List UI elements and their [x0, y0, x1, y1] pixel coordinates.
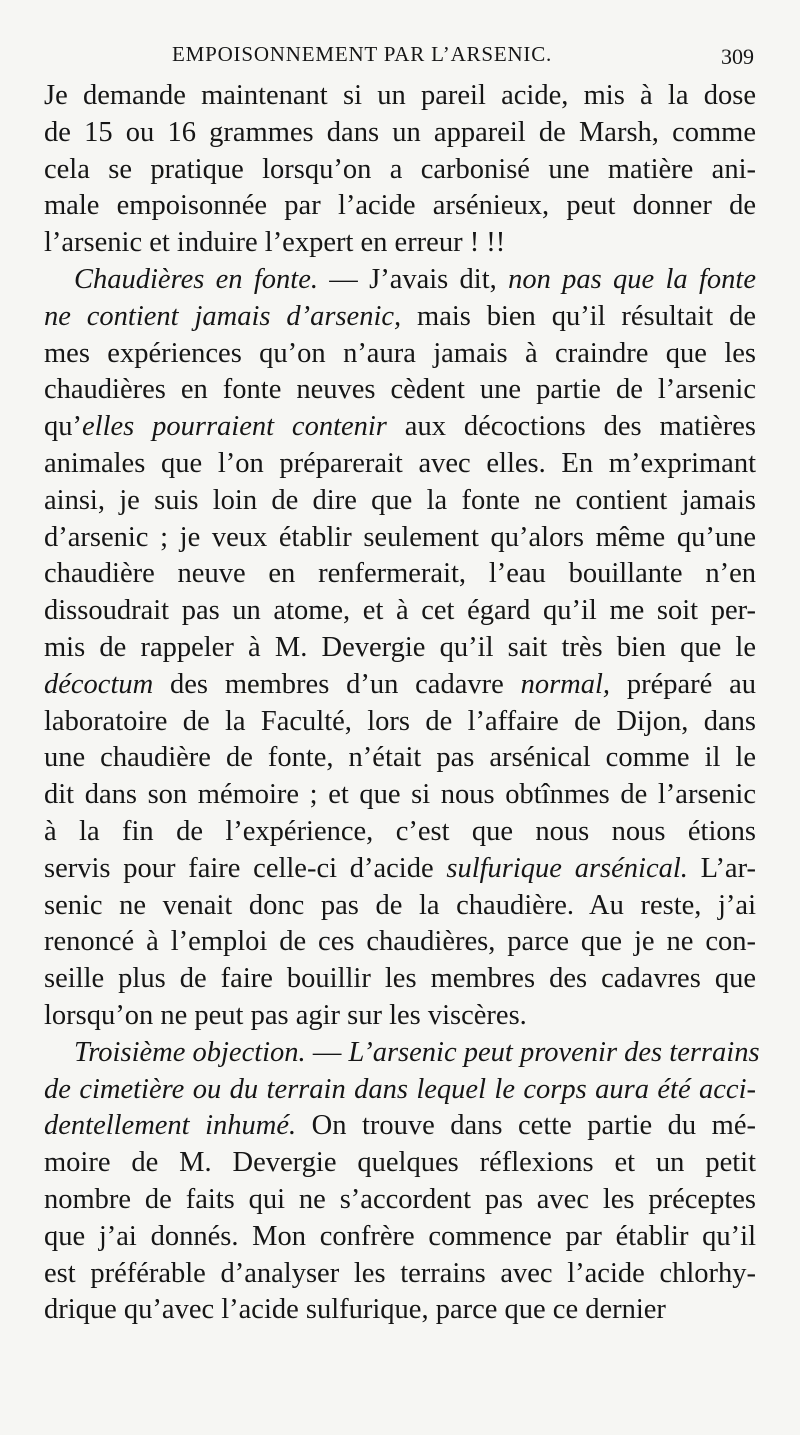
text-line	[44, 1256, 756, 1293]
text-line	[44, 1219, 756, 1256]
text-segment: préparé au	[610, 668, 756, 700]
italic-text: décoctum	[44, 668, 154, 700]
italic-text: Chaudières en fonte.	[74, 263, 318, 295]
text-line	[44, 262, 756, 299]
italic-text: L’arsenic peut provenir des terrains	[348, 1036, 760, 1068]
text-line	[44, 152, 756, 189]
text-segment: de 15 ou 16 grammes dans un appareil de Marsh, comme	[44, 116, 756, 148]
body-text	[44, 78, 760, 1329]
text-line	[44, 299, 756, 336]
text-line	[44, 556, 756, 593]
text-segment: senic ne venait donc pas de la chaudière. Au reste, j’ai	[44, 889, 756, 921]
italic-text: ne contient jamais d’arsenic,	[44, 300, 402, 332]
text-segment: d’arsenic ; je veux établir seulement qu’alors même qu’une	[44, 521, 756, 553]
italic-text: non pas que la fonte	[508, 263, 756, 295]
text-line	[44, 115, 756, 152]
text-segment: — J’avais dit,	[317, 263, 509, 295]
italic-text: dentellement inhumé.	[44, 1110, 297, 1142]
text-segment: moire de M. Devergie quelques réflexions et un petit	[44, 1147, 756, 1179]
text-line	[44, 998, 756, 1035]
text-segment: nombre de faits qui ne s’accordent pas avec les préceptes	[44, 1183, 756, 1215]
text-line	[44, 924, 756, 961]
text-segment: aux décoctions des matières	[386, 411, 757, 443]
italic-text: elles pourraient contenir	[82, 411, 387, 443]
italic-text: Troisième objection.	[74, 1036, 306, 1068]
text-segment: servis pour faire celle-ci d’acide	[44, 852, 447, 884]
text-segment: qu’	[44, 411, 82, 443]
text-segment: l’arsenic et induire l’expert en erreur ! !!	[44, 227, 506, 259]
text-line	[44, 888, 756, 925]
text-segment: ainsi, je suis loin de dire que la fonte ne contient jamais	[44, 484, 756, 516]
italic-text: normal,	[520, 668, 611, 700]
italic-text: de cimetière ou du terrain dans lequel le corps aura été acci-	[44, 1073, 756, 1105]
page-number: 309	[721, 44, 754, 69]
text-segment: est préférable d’analyser les terrains avec l’acide chlorhy-	[44, 1257, 756, 1289]
text-line	[44, 78, 756, 115]
text-line	[44, 630, 756, 667]
text-segment: seille plus de faire bouillir les membres des cadavres que	[44, 963, 756, 995]
text-line	[44, 851, 756, 888]
text-line	[44, 409, 756, 446]
text-segment: cela se pratique lorsqu’on a carbonisé une matière ani-	[44, 153, 756, 185]
text-segment: une chaudière de fonte, n’était pas arsénical comme il le	[44, 742, 756, 774]
text-segment: mis de rappeler à M. Devergie qu’il sait très bien que le	[44, 631, 756, 663]
text-line	[44, 961, 756, 998]
text-line	[44, 704, 756, 741]
page-header	[160, 38, 760, 78]
text-segment: dissoudrait pas un atome, et à cet égard qu’il me soit per-	[44, 595, 756, 627]
text-segment: drique qu’avec l’acide sulfurique, parce que ce dernier	[44, 1294, 666, 1326]
text-line	[44, 740, 756, 777]
text-line	[44, 336, 756, 373]
text-segment: à la fin de l’expérience, c’est que nous nous étions	[44, 815, 756, 847]
text-segment: Je demande maintenant si un pareil acide, mis à la dose	[44, 80, 756, 111]
text-segment: renoncé à l’emploi de ces chaudières, parce que je ne con-	[44, 926, 756, 958]
text-segment: —	[305, 1036, 349, 1068]
text-line	[44, 446, 756, 483]
text-segment: mais bien qu’il résultait de	[401, 300, 756, 332]
text-segment: L’ar-	[687, 852, 756, 884]
text-line	[44, 593, 756, 630]
text-segment: On trouve dans cette partie du mé-	[296, 1110, 756, 1142]
text-segment: mes expériences qu’on n’aura jamais à craindre que les	[44, 337, 756, 369]
text-segment: que j’ai donnés. Mon confrère commence par établir qu’il	[44, 1220, 756, 1252]
text-line	[44, 483, 756, 520]
text-segment: male empoisonnée par l’acide arsénieux, peut donner de	[44, 190, 756, 222]
text-line	[44, 1145, 756, 1182]
text-line	[44, 814, 756, 851]
text-line	[44, 667, 756, 704]
text-segment: animales que l’on préparerait avec elles. En m’exprimant	[44, 447, 756, 479]
text-line	[44, 520, 756, 557]
text-line	[44, 225, 756, 262]
text-segment: dit dans son mémoire ; et que si nous obtînmes de l’arsenic	[44, 779, 756, 811]
text-line	[44, 188, 756, 225]
text-line	[44, 372, 756, 409]
text-segment: chaudière neuve en renfermerait, l’eau bouillante n’en	[44, 558, 756, 590]
running-title: EMPOISONNEMENT PAR L’ARSENIC.	[172, 42, 553, 66]
text-segment: laboratoire de la Faculté, lors de l’affaire de Dijon, dans	[44, 705, 756, 737]
text-line	[44, 777, 756, 814]
italic-text: sulfurique arsénical.	[446, 852, 688, 884]
text-line	[44, 1182, 756, 1219]
text-line	[44, 1035, 760, 1072]
text-line	[44, 1108, 756, 1145]
text-line	[44, 1292, 756, 1329]
text-line	[44, 1072, 756, 1109]
text-segment: chaudières en fonte neuves cèdent une partie de l’arsenic	[44, 374, 756, 406]
text-segment: des membres d’un cadavre	[153, 668, 521, 700]
text-segment: lorsqu’on ne peut pas agir sur les viscères.	[44, 999, 527, 1031]
